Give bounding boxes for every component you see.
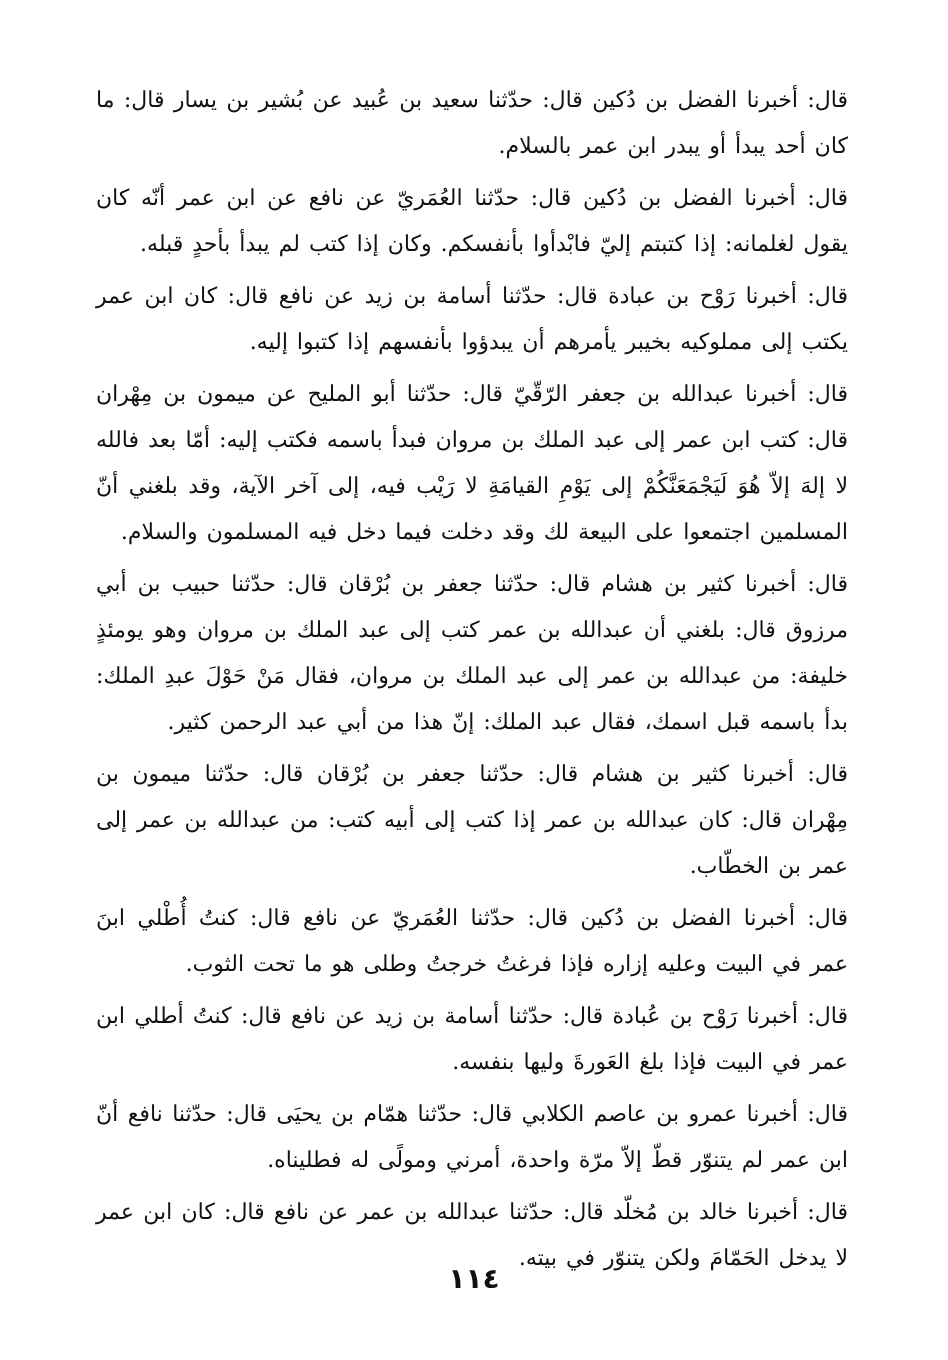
hadith-paragraph-8: قال: أخبرنا رَوْح بن عُبادة قال: حدّثنا أسامة بن زيد عن نافع قال: كنتُ أطلي ابن عمر في البيت فإذا بلغ العَورةَ وليها بنفسه. [96, 1004, 848, 1075]
hadith-paragraph-9: قال: أخبرنا عمرو بن عاصم الكلابي قال: حدّثنا همّام بن يحيَى قال: حدّثنا نافع أنّ ابن عمر لم يتنوّر قطّ إلاّ مرّة واحدة، أمرني ومولًى له فطليناه. [96, 1102, 848, 1173]
page-number: ١١٤ [448, 1262, 500, 1295]
hadith-paragraph-7: قال: أخبرنا الفضل بن دُكين قال: حدّثنا العُمَريّ عن نافع قال: كنتُ أُطْلي ابنَ عمر في البيت وعليه إزاره فإذا فرغتُ خرجتُ وطلى هو ما تحت الثوب. [96, 906, 848, 977]
hadith-paragraph-5: قال: أخبرنا كثير بن هشام قال: حدّثنا جعفر بن بُرْقان قال: حدّثنا حبيب بن أبي مرزوق قال: بلغني أن عبدالله بن عمر كتب إلى عبد الملك بن مروان وهو يومئذٍ خليفة: من عبدالله بن عمر إلى عبد الملك بن مروان، فقال مَنْ حَوْلَ عبدِ الملك: بدأ باسمه قبل اسمك، فقال عبد الملك: إنّ هذا من أبي عبد الرحمن كثير. [96, 572, 848, 735]
hadith-paragraph-4: قال: أخبرنا عبدالله بن جعفر الرّقّيّ قال: حدّثنا أبو المليح عن ميمون بن مِهْران قال: كتب ابن عمر إلى عبد الملك بن مروان فبدأ باسمه فكتب إليه: أمّا بعد فالله لا إلهَ إلاّ هُوَ لَيَجْمَعَنَّكُمْ إلى يَوْمِ القيامَةِ لا رَيْب فيه، إلى آخر الآية، وقد بلغني أنّ المسلمين اجتمعوا على البيعة لك وقد دخلت فيما دخل فيه المسلمون والسلام. [96, 382, 848, 545]
hadith-paragraph-10: قال: أخبرنا خالد بن مُخلّد قال: حدّثنا عبدالله بن عمر عن نافع قال: كان ابن عمر لا يدخل الحَمّامَ ولكن يتنوّر في بيته. [96, 1200, 848, 1271]
page-body [96, 78, 848, 1288]
hadith-paragraph-2: قال: أخبرنا الفضل بن دُكين قال: حدّثنا العُمَريّ عن نافع عن ابن عمر أنّه كان يقول لغلمانه: إذا كتبتم إليّ فابْدأوا بأنفسكم. وكان إذا كتب لم يبدأ بأحدٍ قبله. [96, 186, 848, 257]
hadith-paragraph-3: قال: أخبرنا رَوْح بن عبادة قال: حدّثنا أسامة بن زيد عن نافع قال: كان ابن عمر يكتب إلى مملوكيه بخيبر يأمرهم أن يبدؤوا بأنفسهم إذا كتبوا إليه. [96, 284, 848, 355]
hadith-paragraph-1: قال: أخبرنا الفضل بن دُكين قال: حدّثنا سعيد بن عُبيد عن بُشير بن يسار قال: ما كان أحد يبدأ أو يبدر ابن عمر بالسلام. [96, 88, 848, 159]
hadith-paragraph-6: قال: أخبرنا كثير بن هشام قال: حدّثنا جعفر بن بُرْقان قال: حدّثنا ميمون بن مِهْران قال: كان عبدالله بن عمر إذا كتب إلى أبيه كتب: من عبدالله بن عمر إلى عمر بن الخطّاب. [96, 762, 848, 879]
